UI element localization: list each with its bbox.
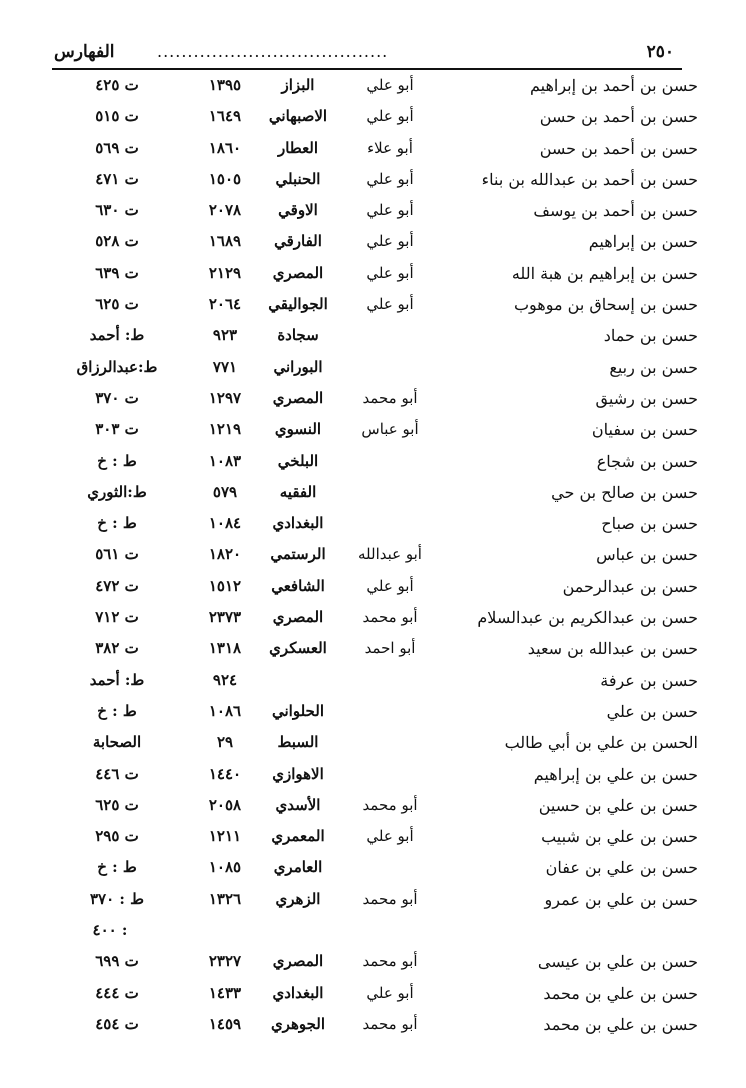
index-row [0,604,746,635]
narrator-name: الحسن بن علي بن أبي طالب [504,733,698,753]
nisba: البوراني [273,357,323,376]
nisba: المصري [272,608,324,627]
kunya: أبو علي [366,827,414,846]
kunya: أبو عباس [361,420,419,439]
reference: ط: أحمد [89,670,145,689]
nisba: الجوهري [270,1014,326,1033]
entry-number: ٢٠٥٨ [208,795,242,814]
index-row [0,948,746,979]
narrator-name: حسن بن أحمد بن يوسف [533,201,698,221]
narrator-name: حسن بن علي بن عفان [545,858,698,878]
narrator-name: حسن بن رشيق [595,388,698,408]
entry-number: ١٤٤٠ [208,764,242,783]
nisba: الجواليقي [268,295,328,314]
narrator-name: حسن بن علي بن شبيب [541,827,698,847]
kunya: أبو علي [366,983,414,1002]
nisba: المصري [272,263,324,282]
nisba: البزاز [281,76,315,94]
index-row [0,698,746,729]
reference: ت ٦٣٠ [95,201,139,220]
entry-number: ١٠٨٣ [208,451,242,470]
index-row [0,729,746,760]
nisba: الحلواني [272,701,324,720]
entry-number: ٢٣٧٣ [208,608,242,627]
page-header [52,42,682,70]
index-row [0,197,746,228]
reference: ت ٥٦١ [95,545,139,564]
nisba: السبط [277,733,319,752]
index-row [0,416,746,447]
narrator-name: حسن بن علي بن عمرو [544,889,698,909]
kunya: أبو علاء [367,138,413,157]
entry-number: ١٣١٨ [208,639,242,658]
entry-number: ١٢٩٧ [208,388,242,407]
nisba: المصري [272,952,324,971]
reference: ت ٤٧٢ [95,576,139,595]
index-row [0,448,746,479]
entry-number: ١٨٢٠ [208,545,242,564]
reference: ط : ٣٧٠ [89,889,145,908]
reference: ط : خ [97,451,137,470]
index-row [0,103,746,134]
reference: ط : خ [97,701,137,720]
index-table [0,72,746,1042]
index-row [0,166,746,197]
narrator-name: حسن بن عبدالرحمن [562,576,698,596]
nisba: الاهوازي [272,764,324,783]
narrator-name: حسن بن إبراهيم بن هبة الله [511,263,698,283]
index-row [0,510,746,541]
nisba: الاوقي [278,201,318,220]
reference: ت ٥١٥ [95,107,139,126]
entry-number: ٥٧٩ [212,482,238,501]
narrator-name: حسن بن علي بن عيسى [537,952,698,972]
entry-number: ١٦٤٩ [208,107,242,126]
kunya: أبو علي [366,295,414,314]
index-title: الفهارس [54,42,115,62]
reference: ت ٦٢٥ [95,295,139,314]
reference: ط : خ [97,858,137,877]
reference: ت ٢٩٥ [95,827,139,846]
index-row [0,667,746,698]
nisba: سجادة [277,326,319,345]
index-row [0,291,746,322]
narrator-name: حسن بن إبراهيم [588,232,698,252]
kunya: أبو علي [366,169,414,188]
narrator-name: حسن بن أحمد بن حسن [539,107,698,127]
entry-number: ١٤٥٩ [208,1014,242,1033]
entry-number: ٢٣٢٧ [208,952,242,971]
kunya: أبو علي [366,263,414,282]
entry-number: ٩٢٣ [212,326,238,345]
nisba: الفقيه [279,482,317,501]
reference: ط:الثوري [87,482,147,501]
index-row [0,72,746,103]
index-row [0,541,746,572]
entry-number: ١٨٦٠ [208,138,242,157]
entry-number: ٩٢٤ [212,670,238,689]
reference: ت ٦٢٥ [95,795,139,814]
reference: : ٤٠٠ [92,921,128,940]
narrator-name: حسن بن صباح [601,514,698,534]
nisba: العطار [277,138,319,157]
index-row [0,1011,746,1042]
nisba: الأسدي [275,795,321,814]
nisba: الشافعي [271,576,325,595]
narrator-name: حسن بن علي بن محمد [543,983,698,1003]
entry-number: ١٢١٩ [208,420,242,439]
entry-number: ١٠٨٤ [208,514,242,533]
reference: ت ٧١٢ [95,608,139,627]
nisba: المعمري [271,827,325,846]
nisba: الفارقي [274,232,322,251]
narrator-name: حسن بن عبدالله بن سعيد [527,639,698,659]
entry-number: ١٦٨٩ [208,232,242,251]
narrator-name: حسن بن أحمد بن حسن [539,138,698,158]
narrator-name: حسن بن أحمد بن إبراهيم [529,76,698,95]
entry-number: ١٣٩٥ [208,76,242,94]
nisba: الزهري [275,889,321,908]
leader-dots: ...................................... [157,42,389,61]
nisba: الرستمي [270,545,326,564]
index-row [0,854,746,885]
kunya: أبو علي [366,232,414,251]
entry-number: ٢٩ [216,733,234,752]
kunya: أبو محمد [362,388,418,407]
nisba: العسكري [269,639,327,658]
narrator-name: حسن بن سفيان [591,420,698,440]
reference: ط : خ [97,514,137,533]
reference: ت ٣٧٠ [95,388,139,407]
entry-number: ١٥٠٥ [208,169,242,188]
nisba: البغدادي [272,983,324,1002]
narrator-name: حسن بن علي [606,701,698,721]
nisba: البلخي [277,451,319,470]
index-row [0,980,746,1011]
index-row [0,792,746,823]
kunya: أبو محمد [362,952,418,971]
narrator-name: حسن بن ربيع [609,357,698,377]
reference: ت ٤٤٤ [95,983,139,1002]
reference: ت ٤٥٤ [95,1014,139,1033]
entry-number: ١٤٣٣ [208,983,242,1002]
nisba: النسوي [274,420,322,439]
index-row [0,260,746,291]
reference: ت ٣٨٢ [95,639,139,658]
reference: ط: أحمد [89,326,145,345]
index-row [0,573,746,604]
index-row [0,635,746,666]
reference: ت ٤٤٦ [95,764,139,783]
reference: ت ٦٣٩ [95,263,139,282]
index-row [0,354,746,385]
nisba: البغدادي [272,514,324,533]
index-row [0,479,746,510]
kunya: أبو احمد [364,639,416,658]
narrator-name: حسن بن شجاع [596,451,698,471]
narrator-name: حسن بن عباس [596,545,698,565]
index-row [0,823,746,854]
reference: الصحابة [92,733,142,752]
index-row-continuation [0,917,746,948]
reference: ط:عبدالرزاق [76,357,158,376]
index-row [0,228,746,259]
entry-number: ٢٠٦٤ [208,295,242,314]
reference: ت ٥٦٩ [95,138,139,157]
kunya: أبو علي [366,107,414,126]
kunya: أبو علي [366,576,414,595]
index-row [0,761,746,792]
reference: ت ٥٢٨ [95,232,139,251]
reference: ت ٦٩٩ [95,952,139,971]
narrator-name: حسن بن إسحاق بن موهوب [513,295,698,315]
nisba: الحنبلي [275,169,321,188]
narrator-name: حسن بن صالح بن حي [551,482,698,502]
index-row [0,886,746,917]
index-row [0,135,746,166]
narrator-name: حسن بن عرفة [600,670,698,690]
entry-number: ٢٠٧٨ [208,201,242,220]
reference: ت ٣٠٣ [95,420,139,439]
kunya: أبو علي [366,201,414,220]
page-number: ٢٥٠ [646,42,674,62]
kunya: أبو محمد [362,889,418,908]
entry-number: ١٠٨٦ [208,701,242,720]
narrator-name: حسن بن عبدالكريم بن عبدالسلام [477,608,698,628]
kunya: أبو محمد [362,1014,418,1033]
nisba: المصري [272,388,324,407]
narrator-name: حسن بن علي بن حسين [538,795,698,815]
index-row [0,322,746,353]
nisba: العامري [273,858,323,877]
narrator-name: حسن بن علي بن محمد [543,1014,698,1034]
nisba: الاصبهاني [268,107,328,126]
narrator-name: حسن بن حماد [603,326,698,346]
reference: ت ٤٧١ [95,169,139,188]
entry-number: ١٢١١ [208,827,242,846]
kunya: أبو محمد [362,608,418,627]
kunya: أبو عبدالله [358,545,422,564]
entry-number: ٢١٢٩ [208,263,242,282]
narrator-name: حسن بن علي بن إبراهيم [533,764,698,784]
narrator-name: حسن بن أحمد بن عبدالله بن بناء [481,169,698,189]
reference: ت ٤٢٥ [95,76,139,94]
entry-number: ١٣٢٦ [208,889,242,908]
kunya: أبو علي [366,76,414,94]
entry-number: ١٠٨٥ [208,858,242,877]
index-row [0,385,746,416]
kunya: أبو محمد [362,795,418,814]
entry-number: ١٥١٢ [208,576,242,595]
entry-number: ٧٧١ [212,357,238,376]
